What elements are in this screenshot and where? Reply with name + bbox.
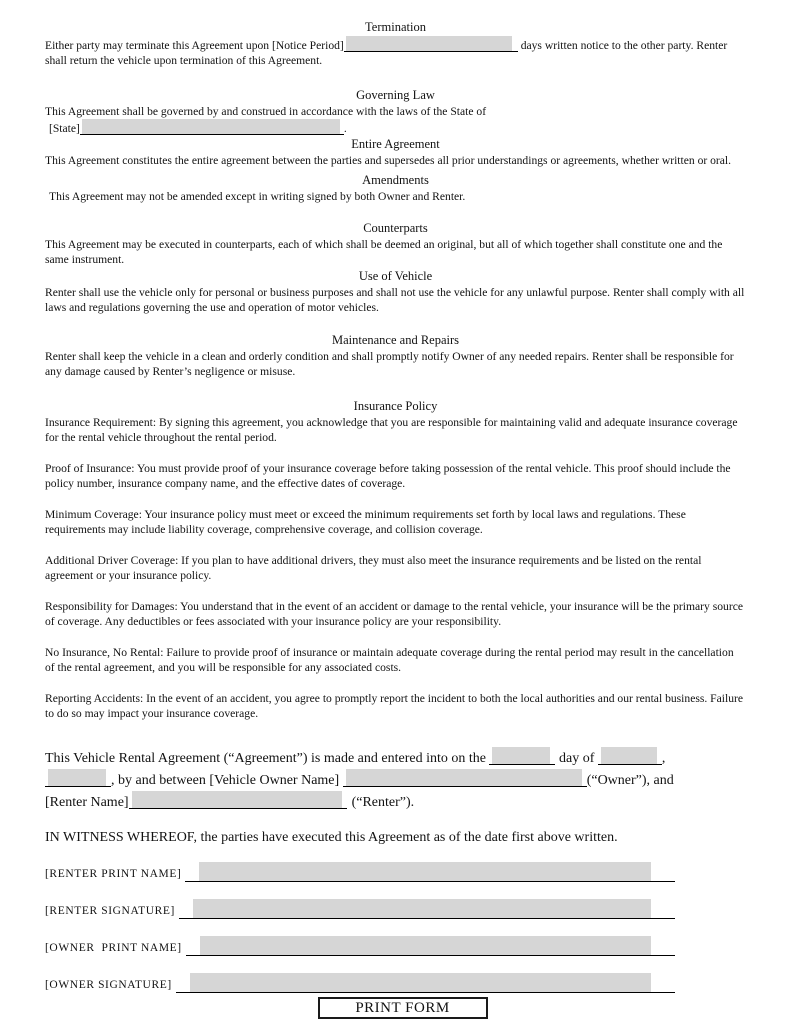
owner-signature-line [176,971,675,993]
no-insurance-paragraph: No Insurance, No Rental: Failure to provide proof of insurance or maintain adequate coverage during the rental period may result in the cancellation of the rental agreement, and you will be responsible for any associated costs. [45,646,734,674]
governing-law-heading: Governing Law [356,88,435,102]
termination-heading: Termination [365,20,426,34]
notice-period-field[interactable] [344,36,518,52]
renter-signature-line [179,897,675,919]
governing-law-paragraph [45,104,746,136]
state-label: [State] [49,122,80,135]
use-of-vehicle-heading: Use of Vehicle [358,269,433,283]
day-field[interactable] [489,747,555,765]
execution-comma: , [661,751,666,766]
termination-paragraph [45,36,746,68]
additional-driver-paragraph: Additional Driver Coverage: If you plan to have additional drivers, they must also meet the insurance requirements and be listed on the rental agreement or your insurance policy. [45,554,702,582]
governing-law-line2 [45,119,746,136]
use-of-vehicle-paragraph: Renter shall use the vehicle only for personal or business purposes and shall not use the vehicle for any unlawful purpose. Renter shall comply with all laws and regulations governing the use and operation of motor vehicles. [45,286,745,314]
renter-signature-field[interactable] [193,899,651,918]
renter-signature-row [45,897,675,919]
execution-line1-text: This Vehicle Rental Agreement (“Agreement”) is made and entered into on the [45,751,486,766]
renter-print-name-label: [RENTER PRINT NAME] [45,868,182,880]
maintenance-repairs-paragraph: Renter shall keep the vehicle in a clean and orderly condition and shall promptly notify Owner of any needed repairs. Renter shall be responsible for any damage caused by Renter’s negligence or misuse. [45,350,734,378]
counterparts-paragraph: This Agreement may be executed in counterparts, each of which shall be deemed an original, but all of which together shall constitute one and the same instrument. [45,238,723,266]
entire-agreement-heading: Entire Agreement [351,137,440,151]
renter-suffix-text: (“Renter”). [351,795,415,810]
reporting-accidents-paragraph: Reporting Accidents: In the event of an accident, you agree to promptly report the incident to both the local authorities and our rental business. Failure to do so may impact your insurance coverage. [45,692,744,720]
owner-suffix-text: (“Owner”), and [586,773,674,788]
owner-signature-field[interactable] [190,973,651,992]
renter-print-name-row [45,860,675,882]
owner-signature-label: [OWNER SIGNATURE] [45,979,172,991]
termination-text-after: days written notice to the other party. Renter shall return the vehicle upon termination of this Agreement. [45,39,728,67]
owner-print-name-line [186,934,675,956]
execution-clause [45,747,746,813]
month-field[interactable] [598,747,662,765]
owner-print-name-label: [OWNER PRINT NAME] [45,942,182,954]
amendments-paragraph: This Agreement may not be amended except in writing signed by both Owner and Renter. [49,190,466,203]
maintenance-repairs-heading: Maintenance and Repairs [331,333,460,347]
witness-clause: IN WITNESS WHEREOF, the parties have executed this Agreement as of the date first above written. [45,830,618,845]
owner-signature-row [45,971,675,993]
governing-law-line1: This Agreement shall be governed by and construed in accordance with the laws of the State of [45,105,487,118]
owner-print-name-field[interactable] [200,936,651,955]
execution-line2-text: , by and between [Vehicle Owner Name] [111,773,340,788]
insurance-requirement-paragraph: Insurance Requirement: By signing this agreement, you acknowledge that you are responsible for maintaining valid and adequate insurance coverage for the rental vehicle throughout the rental period. [45,416,738,444]
state-period: . [343,122,347,135]
execution-line2 [45,769,746,791]
renter-signature-label: [RENTER SIGNATURE] [45,905,175,917]
renter-print-name-field[interactable] [199,862,651,881]
proof-of-insurance-paragraph: Proof of Insurance: You must provide proof of your insurance coverage before taking possession of the rental vehicle. This proof should include the policy number, insurance company name, and the effective dates of coverage. [45,462,731,490]
minimum-coverage-paragraph: Minimum Coverage: Your insurance policy must meet or exceed the minimum requirements set forth by local laws and regulations. These requirements may include liability coverage, comprehensive coverage, and collision coverage. [45,508,686,536]
owner-name-field[interactable] [343,769,587,787]
counterparts-heading: Counterparts [363,221,428,235]
termination-text-before: Either party may terminate this Agreement upon [Notice Period] [45,39,344,52]
owner-print-name-row [45,934,675,956]
amendments-heading: Amendments [362,173,429,187]
renter-name-field[interactable] [129,791,347,809]
renter-print-name-line [185,860,675,882]
year-field[interactable] [45,769,111,787]
insurance-policy-heading: Insurance Policy [353,399,438,413]
execution-day-of-text: day of [558,751,595,766]
responsibility-damages-paragraph: Responsibility for Damages: You understand that in the event of an accident or damage to the rental vehicle, your insurance will be the primary source of coverage. Any deductibles or fees associated with your insurance policy are your responsibility. [45,600,743,628]
print-form-button[interactable]: PRINT FORM [318,997,488,1019]
execution-line3 [45,791,746,813]
execution-line1 [45,747,746,769]
entire-agreement-paragraph: This Agreement constitutes the entire agreement between the parties and supersedes all prior understandings or agreements, whether written or oral. [45,154,732,167]
renter-name-label: [Renter Name] [45,795,129,810]
signature-block [45,860,746,993]
state-field[interactable] [80,119,344,135]
